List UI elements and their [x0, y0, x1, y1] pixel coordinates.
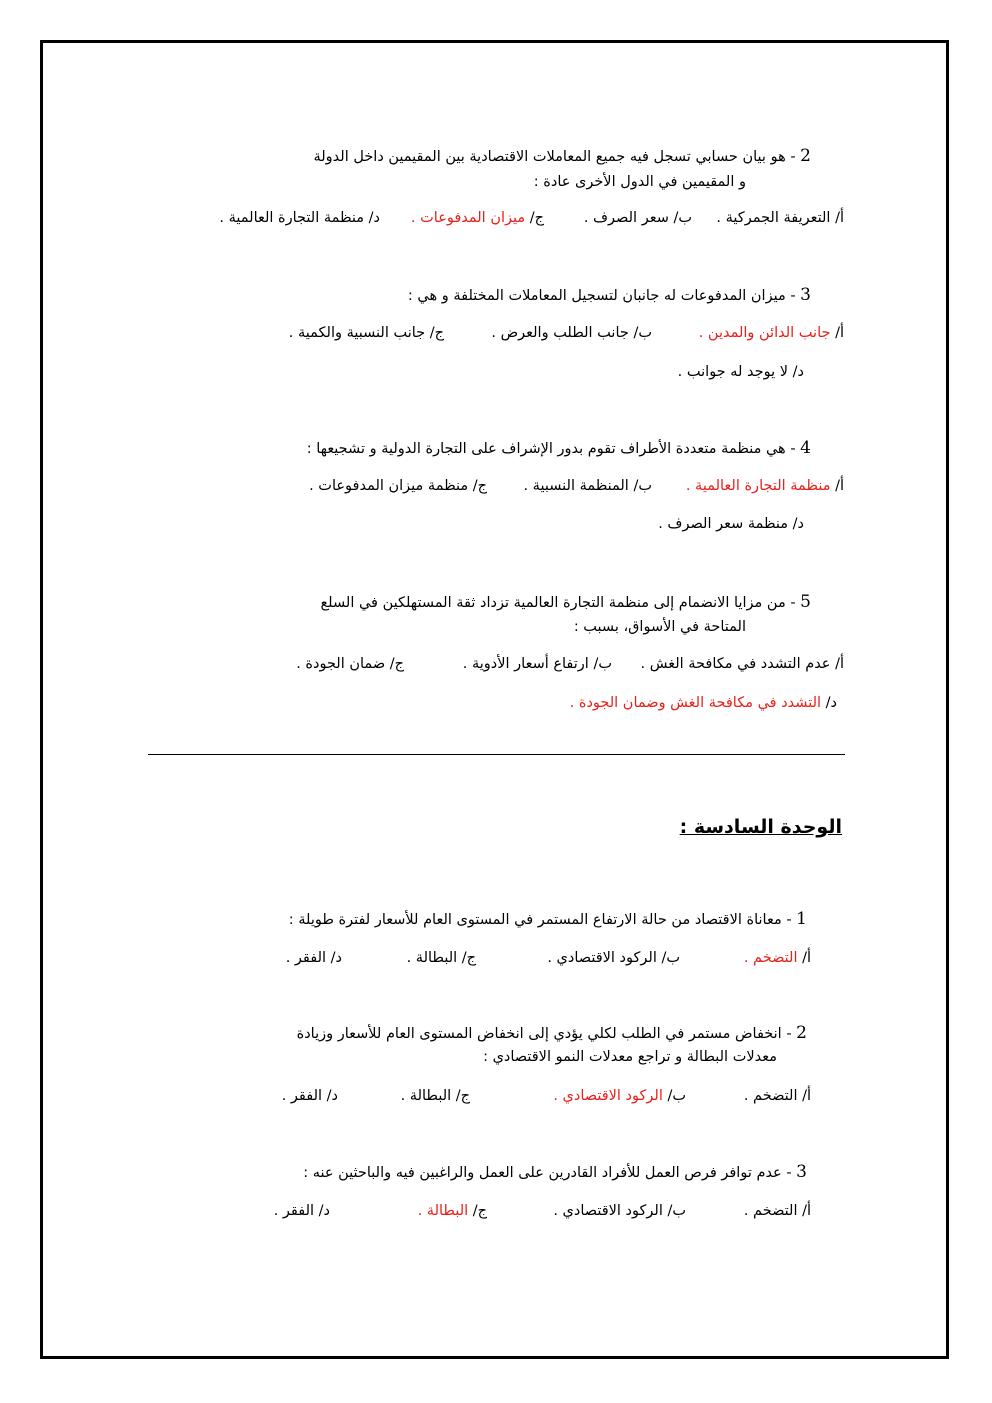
option-text-correct: التشدد في مكافحة الغش وضمان الجودة . [569, 695, 822, 711]
option-text: عدم التشدد في مكافحة الغش . [640, 656, 831, 672]
option-text: الفقر . [281, 1088, 323, 1104]
option-text: الفقر . [285, 950, 327, 966]
unit6-question-2-line-2: معدلات البطالة و تراجع معدلات النمو الاقتصادي : [483, 1049, 777, 1065]
option-text: لا يوجد له جوانب . [677, 364, 789, 380]
question-number: 3 [800, 285, 811, 305]
option-prefix: د/ [318, 1203, 330, 1219]
option-prefix: ج/ [389, 656, 404, 672]
question-text: - انخفاض مستمر في الطلب لكلي يؤدي إلى انخفاض المستوى العام للأسعار وزيادة [296, 1026, 792, 1042]
option-prefix: د/ [330, 950, 342, 966]
option-text: الفقر . [273, 1203, 315, 1219]
question-4-line-1 [307, 438, 811, 459]
option-c[interactable] [289, 323, 444, 343]
question-text: - ميزان المدفوعات له جانبان لتسجيل المعاملات المختلفة و هي : [407, 288, 796, 304]
option-text: التضخم . [743, 1088, 798, 1104]
question-3-line-1 [408, 285, 811, 306]
option-c[interactable] [407, 948, 476, 968]
option-a[interactable] [744, 1201, 811, 1221]
option-d[interactable] [658, 514, 804, 534]
option-prefix: د/ [792, 516, 804, 532]
option-prefix: د/ [792, 364, 804, 380]
option-text: جانب الطلب والعرض . [491, 325, 629, 341]
option-text: جانب النسبية والكمية . [288, 325, 426, 341]
option-c[interactable] [296, 654, 404, 674]
question-number: 3 [796, 1162, 807, 1182]
option-d[interactable] [286, 948, 342, 968]
option-prefix: ب/ [633, 325, 652, 341]
option-b[interactable] [547, 948, 680, 968]
option-d[interactable] [282, 1086, 338, 1106]
option-b[interactable] [553, 1086, 686, 1106]
option-text: منظمة التجارة العالمية . [219, 210, 365, 226]
question-text: - معاناة الاقتصاد من حالة الارتفاع المستمر في المستوى العام للأسعار لفترة طويلة : [288, 912, 792, 928]
question-number: 2 [796, 1023, 807, 1043]
option-prefix: د/ [326, 1088, 338, 1104]
option-prefix: ب/ [667, 1088, 686, 1104]
question-5-line-1 [320, 592, 811, 613]
option-a[interactable] [641, 654, 844, 674]
option-prefix: ب/ [667, 1203, 686, 1219]
question-2-line-2: و المقيمين في الدول الأخرى عادة : [533, 174, 746, 190]
option-d[interactable] [570, 693, 837, 713]
unit6-question-2-line-1 [297, 1023, 807, 1044]
option-text: التعريفة الجمركية . [716, 210, 831, 226]
option-prefix: أ/ [835, 210, 844, 226]
option-b[interactable] [523, 476, 652, 496]
option-prefix: أ/ [835, 325, 844, 341]
option-c[interactable] [418, 1201, 487, 1221]
option-a[interactable] [744, 1086, 811, 1106]
option-prefix: ج/ [429, 325, 444, 341]
option-prefix: ب/ [593, 656, 612, 672]
unit6-question-1-line-1 [289, 909, 807, 930]
option-text: ضمان الجودة . [296, 656, 386, 672]
option-prefix: ج/ [461, 950, 476, 966]
option-c[interactable] [401, 1086, 470, 1106]
option-text: البطالة . [406, 950, 458, 966]
option-text: ارتفاع أسعار الأدوية . [462, 656, 589, 672]
option-text-correct: ميزان المدفوعات . [410, 210, 526, 226]
option-text: التضخم . [743, 1203, 798, 1219]
option-prefix: د/ [368, 210, 380, 226]
option-prefix: أ/ [835, 478, 844, 494]
option-text-correct: البطالة . [417, 1203, 469, 1219]
option-prefix: ج/ [472, 1203, 487, 1219]
question-number: 2 [800, 146, 811, 166]
option-b[interactable] [463, 654, 612, 674]
question-number: 5 [800, 592, 811, 612]
question-text: - هي منظمة متعددة الأطراف تقوم بدور الإشراف على التجارة الدولية و تشجيعها : [306, 441, 796, 457]
option-text-correct: الركود الاقتصادي . [553, 1088, 663, 1104]
option-text-correct: التضخم . [743, 950, 798, 966]
option-c[interactable] [411, 208, 544, 228]
option-prefix: أ/ [802, 950, 811, 966]
question-text: - من مزايا الانضمام إلى منظمة التجارة العالمية تزداد ثقة المستهلكين في السلع [320, 595, 796, 611]
option-a[interactable] [686, 476, 844, 496]
option-b[interactable] [584, 208, 692, 228]
unit6-question-3-line-1 [303, 1162, 807, 1183]
question-2-line-1 [313, 146, 811, 167]
option-c[interactable] [309, 476, 487, 496]
option-prefix: أ/ [802, 1088, 811, 1104]
option-prefix: ج/ [529, 210, 544, 226]
option-text: الركود الاقتصادي . [547, 950, 657, 966]
option-prefix: ب/ [633, 478, 652, 494]
option-d[interactable] [678, 362, 804, 382]
option-text: سعر الصرف . [583, 210, 669, 226]
option-prefix: ب/ [673, 210, 692, 226]
question-number: 1 [796, 909, 807, 929]
option-prefix: أ/ [802, 1203, 811, 1219]
option-b[interactable] [553, 1201, 686, 1221]
option-b[interactable] [491, 323, 652, 343]
option-prefix: ب/ [661, 950, 680, 966]
option-text: الركود الاقتصادي . [553, 1203, 663, 1219]
question-text: - عدم توافر فرص العمل للأفراد القادرين على العمل والراغبين فيه والباحثين عنه : [303, 1165, 792, 1181]
option-text: البطالة . [400, 1088, 452, 1104]
option-d[interactable] [219, 208, 380, 228]
question-5-line-2: المتاحة في الأسواق، بسبب : [573, 619, 746, 635]
option-text-correct: جانب الدائن والمدين . [698, 325, 831, 341]
option-text-correct: منظمة التجارة العالمية . [685, 478, 831, 494]
option-a[interactable] [699, 323, 844, 343]
option-prefix: ج/ [455, 1088, 470, 1104]
question-text: - هو بيان حسابي تسجل فيه جميع المعاملات الاقتصادية بين المقيمين داخل الدولة [313, 149, 796, 165]
question-number: 4 [800, 438, 811, 458]
option-prefix: د/ [825, 695, 837, 711]
unit-title: الوحدة السادسة : [679, 816, 842, 838]
option-text: المنظمة النسبية . [523, 478, 629, 494]
option-a[interactable] [716, 208, 844, 228]
option-d[interactable] [274, 1201, 330, 1221]
option-text: منظمة سعر الصرف . [658, 516, 789, 532]
option-text: منظمة ميزان المدفوعات . [309, 478, 469, 494]
option-prefix: ج/ [472, 478, 487, 494]
option-prefix: أ/ [835, 656, 844, 672]
option-a[interactable] [744, 948, 811, 968]
section-divider [148, 754, 845, 755]
